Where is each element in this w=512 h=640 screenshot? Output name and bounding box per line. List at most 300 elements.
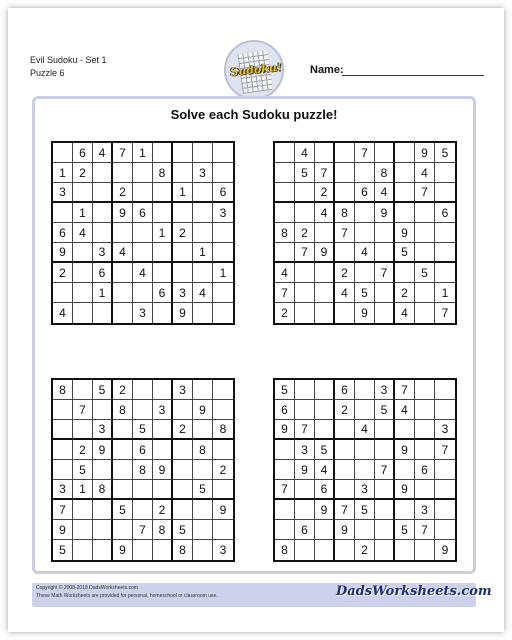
sudoku-cell[interactable] (315, 303, 335, 323)
sudoku-cell[interactable]: 9 (315, 243, 335, 263)
sudoku-cell[interactable] (275, 163, 295, 183)
sudoku-cell[interactable] (213, 143, 233, 163)
sudoku-cell[interactable] (153, 440, 173, 460)
sudoku-cell[interactable] (53, 440, 73, 460)
sudoku-cell[interactable]: 1 (173, 183, 193, 203)
sudoku-cell[interactable] (173, 163, 193, 183)
sudoku-cell[interactable]: 5 (53, 540, 73, 560)
sudoku-cell[interactable] (275, 183, 295, 203)
sudoku-cell[interactable] (435, 520, 455, 540)
sudoku-cell[interactable] (173, 460, 193, 480)
sudoku-cell[interactable] (213, 283, 233, 303)
sudoku-cell[interactable] (193, 420, 213, 440)
sudoku-cell[interactable] (335, 243, 355, 263)
sudoku-cell[interactable]: 2 (73, 163, 93, 183)
sudoku-cell[interactable] (355, 520, 375, 540)
sudoku-cell[interactable] (173, 143, 193, 163)
sudoku-cell[interactable] (415, 540, 435, 560)
sudoku-cell[interactable]: 8 (275, 540, 295, 560)
sudoku-cell[interactable] (295, 500, 315, 520)
sudoku-cell[interactable] (213, 520, 233, 540)
sudoku-cell[interactable]: 9 (355, 303, 375, 323)
sudoku-cell[interactable] (153, 380, 173, 400)
sudoku-cell[interactable] (73, 500, 93, 520)
sudoku-cell[interactable] (415, 203, 435, 223)
sudoku-cell[interactable]: 1 (133, 143, 153, 163)
sudoku-cell[interactable] (173, 243, 193, 263)
sudoku-cell[interactable]: 6 (133, 203, 153, 223)
sudoku-cell[interactable] (213, 223, 233, 243)
sudoku-cell[interactable]: 8 (375, 163, 395, 183)
sudoku-cell[interactable]: 6 (213, 183, 233, 203)
sudoku-cell[interactable] (213, 400, 233, 420)
sudoku-cell[interactable]: 2 (213, 460, 233, 480)
sudoku-cell[interactable]: 9 (113, 203, 133, 223)
sudoku-cell[interactable]: 5 (93, 380, 113, 400)
sudoku-cell[interactable]: 6 (415, 460, 435, 480)
sudoku-cell[interactable]: 1 (213, 263, 233, 283)
sudoku-cell[interactable]: 7 (73, 400, 93, 420)
sudoku-cell[interactable]: 9 (395, 223, 415, 243)
sudoku-cell[interactable]: 3 (93, 243, 113, 263)
sudoku-cell[interactable] (213, 243, 233, 263)
sudoku-cell[interactable]: 9 (295, 460, 315, 480)
sudoku-cell[interactable] (153, 303, 173, 323)
sudoku-cell[interactable] (295, 303, 315, 323)
sudoku-cell[interactable] (193, 460, 213, 480)
sudoku-cell[interactable]: 9 (113, 540, 133, 560)
sudoku-cell[interactable] (315, 520, 335, 540)
sudoku-cell[interactable]: 2 (173, 223, 193, 243)
sudoku-cell[interactable]: 2 (395, 283, 415, 303)
sudoku-cell[interactable] (153, 203, 173, 223)
sudoku-cell[interactable]: 9 (275, 420, 295, 440)
sudoku-cell[interactable] (173, 440, 193, 460)
sudoku-cell[interactable]: 5 (73, 460, 93, 480)
sudoku-cell[interactable]: 4 (93, 143, 113, 163)
sudoku-cell[interactable] (133, 500, 153, 520)
sudoku-cell[interactable]: 8 (133, 460, 153, 480)
sudoku-cell[interactable]: 4 (315, 203, 335, 223)
sudoku-cell[interactable] (335, 143, 355, 163)
sudoku-cell[interactable]: 8 (93, 480, 113, 500)
sudoku-cell[interactable] (375, 243, 395, 263)
sudoku-cell[interactable]: 7 (133, 520, 153, 540)
sudoku-cell[interactable] (275, 203, 295, 223)
sudoku-cell[interactable]: 7 (441, 306, 449, 320)
sudoku-cell[interactable]: 9 (315, 500, 335, 520)
sudoku-cell[interactable]: 4 (133, 263, 153, 283)
sudoku-cell[interactable] (153, 480, 173, 500)
name-line[interactable] (342, 75, 484, 76)
sudoku-cell[interactable] (335, 163, 355, 183)
sudoku-cell[interactable] (375, 440, 395, 460)
sudoku-cell[interactable] (173, 500, 193, 520)
sudoku-cell[interactable]: 5 (395, 520, 415, 540)
sudoku-cell[interactable]: 4 (355, 243, 375, 263)
sudoku-cell[interactable] (415, 440, 435, 460)
sudoku-cell[interactable] (73, 540, 93, 560)
sudoku-cell[interactable] (295, 480, 315, 500)
sudoku-cell[interactable]: 7 (395, 380, 415, 400)
sudoku-cell[interactable] (395, 163, 415, 183)
sudoku-cell[interactable] (355, 163, 375, 183)
sudoku-cell[interactable] (133, 283, 153, 303)
sudoku-cell[interactable] (355, 440, 375, 460)
sudoku-cell[interactable] (93, 163, 113, 183)
sudoku-cell[interactable]: 3 (173, 380, 193, 400)
sudoku-cell[interactable] (375, 520, 395, 540)
sudoku-cell[interactable]: 6 (73, 143, 93, 163)
sudoku-cell[interactable] (193, 263, 213, 283)
sudoku-cell[interactable] (93, 303, 113, 323)
sudoku-cell[interactable] (213, 380, 233, 400)
sudoku-cell[interactable] (395, 540, 415, 560)
sudoku-cell[interactable] (133, 380, 153, 400)
sudoku-cell[interactable]: 6 (53, 223, 73, 243)
sudoku-cell[interactable]: 2 (335, 263, 355, 283)
sudoku-cell[interactable] (315, 540, 335, 560)
sudoku-cell[interactable]: 3 (213, 203, 233, 223)
sudoku-cell[interactable] (335, 480, 355, 500)
sudoku-cell[interactable]: 8 (213, 420, 233, 440)
sudoku-cell[interactable] (355, 380, 375, 400)
sudoku-cell[interactable] (193, 540, 213, 560)
sudoku-cell[interactable]: 8 (153, 163, 173, 183)
sudoku-cell[interactable]: 8 (275, 223, 295, 243)
sudoku-cell[interactable] (375, 223, 395, 243)
sudoku-cell[interactable] (53, 460, 73, 480)
sudoku-cell[interactable] (153, 420, 173, 440)
sudoku-cell[interactable]: 9 (153, 460, 173, 480)
sudoku-cell[interactable]: 3 (53, 183, 73, 203)
sudoku-cell[interactable]: 4 (113, 243, 133, 263)
sudoku-cell[interactable] (315, 263, 335, 283)
sudoku-cell[interactable] (335, 303, 355, 323)
sudoku-cell[interactable]: 2 (355, 540, 375, 560)
sudoku-cell[interactable] (153, 183, 173, 203)
sudoku-cell[interactable] (375, 420, 395, 440)
sudoku-cell[interactable] (375, 500, 395, 520)
sudoku-cell[interactable] (395, 203, 415, 223)
sudoku-cell[interactable]: 3 (93, 420, 113, 440)
sudoku-cell[interactable] (213, 303, 233, 323)
sudoku-cell[interactable]: 2 (295, 223, 315, 243)
sudoku-cell[interactable]: 4 (53, 303, 73, 323)
sudoku-cell[interactable]: 5 (193, 480, 213, 500)
sudoku-cell[interactable]: 8 (335, 203, 355, 223)
sudoku-cell[interactable] (395, 500, 415, 520)
sudoku-cell[interactable]: 6 (153, 283, 173, 303)
sudoku-cell[interactable] (173, 480, 193, 500)
sudoku-cell[interactable] (275, 500, 295, 520)
sudoku-cell[interactable]: 7 (53, 500, 73, 520)
sudoku-cell[interactable]: 6 (295, 520, 315, 540)
sudoku-cell[interactable]: 4 (335, 283, 355, 303)
sudoku-cell[interactable]: 3 (53, 480, 73, 500)
sudoku-cell[interactable] (415, 380, 435, 400)
sudoku-cell[interactable] (93, 460, 113, 480)
sudoku-cell[interactable]: 9 (53, 520, 73, 540)
sudoku-cell[interactable] (113, 460, 133, 480)
sudoku-cell[interactable] (113, 520, 133, 540)
sudoku-cell[interactable]: 2 (173, 420, 193, 440)
sudoku-cell[interactable] (193, 520, 213, 540)
sudoku-cell[interactable]: 9 (395, 440, 415, 460)
sudoku-cell[interactable] (133, 400, 153, 420)
sudoku-cell[interactable] (213, 440, 233, 460)
sudoku-cell[interactable]: 5 (275, 380, 295, 400)
sudoku-cell[interactable]: 7 (295, 243, 315, 263)
sudoku-cell[interactable] (113, 283, 133, 303)
sudoku-cell[interactable]: 9 (335, 520, 355, 540)
sudoku-cell[interactable] (295, 540, 315, 560)
sudoku-cell[interactable] (435, 243, 455, 263)
sudoku-cell[interactable] (73, 283, 93, 303)
sudoku-cell[interactable]: 7 (315, 163, 335, 183)
sudoku-cell[interactable] (355, 223, 375, 243)
sudoku-cell[interactable]: 7 (415, 520, 435, 540)
sudoku-cell[interactable]: 1 (435, 283, 455, 303)
sudoku-cell[interactable] (355, 460, 375, 480)
sudoku-cell[interactable] (73, 243, 93, 263)
sudoku-cell[interactable] (275, 460, 295, 480)
sudoku-cell[interactable] (335, 183, 355, 203)
sudoku-cell[interactable]: 5 (295, 163, 315, 183)
sudoku-cell[interactable] (275, 143, 295, 163)
sudoku-cell[interactable] (93, 520, 113, 540)
sudoku-cell[interactable]: 9 (93, 440, 113, 460)
sudoku-cell[interactable]: 1 (73, 203, 93, 223)
sudoku-cell[interactable] (193, 223, 213, 243)
sudoku-cell[interactable]: 7 (335, 500, 355, 520)
sudoku-cell[interactable] (395, 420, 415, 440)
sudoku-cell[interactable] (275, 520, 295, 540)
sudoku-cell[interactable] (133, 223, 153, 243)
sudoku-cell[interactable] (435, 500, 455, 520)
sudoku-cell[interactable] (73, 420, 93, 440)
sudoku-cell[interactable] (375, 540, 395, 560)
sudoku-cell[interactable] (53, 283, 73, 303)
sudoku-cell[interactable]: 7 (415, 183, 435, 203)
sudoku-cell[interactable] (73, 520, 93, 540)
sudoku-cell[interactable]: 3 (295, 440, 315, 460)
sudoku-cell[interactable] (435, 380, 455, 400)
sudoku-cell[interactable]: 6 (355, 183, 375, 203)
sudoku-cell[interactable] (435, 223, 455, 243)
sudoku-cell[interactable] (435, 400, 455, 420)
sudoku-cell[interactable] (375, 480, 395, 500)
sudoku-cell[interactable] (415, 420, 435, 440)
sudoku-cell[interactable] (295, 400, 315, 420)
sudoku-cell[interactable]: 6 (335, 380, 355, 400)
sudoku-cell[interactable] (173, 400, 193, 420)
sudoku-cell[interactable]: 9 (173, 303, 193, 323)
sudoku-cell[interactable]: 7 (435, 440, 455, 460)
sudoku-cell[interactable] (133, 480, 153, 500)
sudoku-cell[interactable]: 9 (415, 143, 435, 163)
sudoku-cell[interactable] (375, 143, 395, 163)
sudoku-cell[interactable]: 3 (415, 500, 435, 520)
sudoku-cell[interactable] (435, 183, 455, 203)
sudoku-cell[interactable]: 7 (335, 223, 355, 243)
sudoku-cell[interactable]: 9 (193, 400, 213, 420)
sudoku-cell[interactable] (435, 163, 455, 183)
sudoku-cell[interactable] (415, 283, 435, 303)
sudoku-cell[interactable]: 5 (113, 500, 133, 520)
sudoku-cell[interactable]: 4 (295, 143, 315, 163)
sudoku-cell[interactable]: 4 (73, 223, 93, 243)
sudoku-cell[interactable] (415, 223, 435, 243)
sudoku-cell[interactable]: 2 (315, 183, 335, 203)
sudoku-cell[interactable] (93, 400, 113, 420)
sudoku-cell[interactable] (295, 283, 315, 303)
sudoku-cell[interactable]: 3 (435, 420, 455, 440)
sudoku-cell[interactable]: 8 (113, 400, 133, 420)
sudoku-cell[interactable] (113, 303, 133, 323)
sudoku-cell[interactable]: 4 (355, 420, 375, 440)
sudoku-cell[interactable] (193, 380, 213, 400)
sudoku-cell[interactable]: 2 (153, 500, 173, 520)
sudoku-cell[interactable] (335, 540, 355, 560)
sudoku-cell[interactable]: 5 (375, 400, 395, 420)
sudoku-cell[interactable] (315, 283, 335, 303)
sudoku-cell[interactable] (113, 440, 133, 460)
sudoku-cell[interactable] (93, 203, 113, 223)
sudoku-cell[interactable]: 4 (193, 283, 213, 303)
sudoku-cell[interactable] (53, 420, 73, 440)
sudoku-cell[interactable] (315, 223, 335, 243)
sudoku-cell[interactable] (295, 263, 315, 283)
sudoku-cell[interactable]: 6 (435, 203, 455, 223)
sudoku-cell[interactable]: 3 (193, 163, 213, 183)
sudoku-cell[interactable]: 5 (173, 520, 193, 540)
sudoku-cell[interactable] (113, 263, 133, 283)
sudoku-cell[interactable] (173, 263, 193, 283)
sudoku-cell[interactable] (53, 400, 73, 420)
sudoku-cell[interactable]: 3 (375, 380, 395, 400)
sudoku-cell[interactable] (415, 303, 435, 323)
sudoku-cell[interactable] (193, 203, 213, 223)
sudoku-cell[interactable]: 4 (315, 460, 335, 480)
sudoku-cell[interactable]: 2 (73, 440, 93, 460)
sudoku-cell[interactable] (375, 283, 395, 303)
sudoku-cell[interactable] (335, 460, 355, 480)
sudoku-cell[interactable]: 6 (315, 480, 335, 500)
sudoku-cell[interactable]: 3 (173, 283, 193, 303)
sudoku-cell[interactable] (295, 380, 315, 400)
sudoku-cell[interactable] (315, 380, 335, 400)
sudoku-cell[interactable]: 6 (93, 263, 113, 283)
sudoku-cell[interactable]: 4 (415, 163, 435, 183)
sudoku-cell[interactable] (113, 223, 133, 243)
sudoku-cell[interactable] (435, 263, 455, 283)
sudoku-cell[interactable]: 9 (395, 480, 415, 500)
sudoku-cell[interactable]: 9 (375, 203, 395, 223)
sudoku-cell[interactable]: 6 (275, 400, 295, 420)
sudoku-cell[interactable]: 7 (375, 263, 395, 283)
sudoku-cell[interactable] (275, 440, 295, 460)
sudoku-cell[interactable] (113, 163, 133, 183)
sudoku-cell[interactable] (53, 143, 73, 163)
sudoku-cell[interactable]: 7 (113, 143, 133, 163)
sudoku-cell[interactable] (93, 183, 113, 203)
sudoku-cell[interactable] (355, 400, 375, 420)
sudoku-cell[interactable] (315, 400, 335, 420)
sudoku-cell[interactable] (93, 500, 113, 520)
sudoku-cell[interactable]: 2 (275, 303, 295, 323)
sudoku-cell[interactable]: 1 (53, 163, 73, 183)
sudoku-cell[interactable]: 8 (193, 440, 213, 460)
sudoku-cell[interactable] (415, 400, 435, 420)
sudoku-cell[interactable] (415, 480, 435, 500)
sudoku-cell[interactable]: 5 (355, 283, 375, 303)
sudoku-cell[interactable]: 4 (275, 263, 295, 283)
sudoku-cell[interactable] (275, 243, 295, 263)
sudoku-cell[interactable]: 7 (355, 143, 375, 163)
sudoku-cell[interactable]: 3 (355, 480, 375, 500)
sudoku-cell[interactable] (133, 163, 153, 183)
sudoku-cell[interactable]: 4 (395, 303, 415, 323)
sudoku-cell[interactable] (133, 243, 153, 263)
sudoku-cell[interactable] (315, 143, 335, 163)
sudoku-cell[interactable]: 5 (315, 440, 335, 460)
sudoku-cell[interactable]: 7 (295, 420, 315, 440)
sudoku-cell[interactable] (295, 183, 315, 203)
sudoku-cell[interactable] (73, 183, 93, 203)
sudoku-cell[interactable]: 2 (113, 380, 133, 400)
sudoku-cell[interactable] (73, 380, 93, 400)
sudoku-cell[interactable]: 1 (153, 223, 173, 243)
sudoku-cell[interactable] (93, 540, 113, 560)
sudoku-cell[interactable] (395, 143, 415, 163)
sudoku-cell[interactable] (375, 303, 395, 323)
sudoku-cell[interactable]: 7 (275, 480, 295, 500)
sudoku-cell[interactable] (93, 223, 113, 243)
sudoku-cell[interactable] (193, 183, 213, 203)
sudoku-cell[interactable] (193, 303, 213, 323)
sudoku-cell[interactable] (73, 263, 93, 283)
sudoku-cell[interactable]: 7 (275, 283, 295, 303)
sudoku-cell[interactable] (335, 420, 355, 440)
sudoku-cell[interactable] (173, 203, 193, 223)
sudoku-cell[interactable] (435, 460, 455, 480)
sudoku-cell[interactable] (355, 203, 375, 223)
sudoku-cell[interactable]: 9 (213, 500, 233, 520)
sudoku-cell[interactable]: 8 (53, 380, 73, 400)
sudoku-cell[interactable]: 8 (173, 540, 193, 560)
sudoku-cell[interactable] (133, 183, 153, 203)
sudoku-cell[interactable]: 4 (395, 400, 415, 420)
sudoku-cell[interactable]: 6 (133, 440, 153, 460)
sudoku-cell[interactable]: 4 (375, 183, 395, 203)
sudoku-cell[interactable]: 2 (335, 400, 355, 420)
sudoku-cell[interactable] (73, 303, 93, 323)
sudoku-cell[interactable]: 5 (133, 420, 153, 440)
sudoku-cell[interactable]: 3 (153, 400, 173, 420)
sudoku-cell[interactable] (193, 500, 213, 520)
sudoku-cell[interactable]: 2 (113, 183, 133, 203)
sudoku-cell[interactable] (213, 163, 233, 183)
sudoku-cell[interactable] (153, 243, 173, 263)
sudoku-cell[interactable] (315, 420, 335, 440)
sudoku-cell[interactable] (193, 143, 213, 163)
sudoku-cell[interactable] (153, 263, 173, 283)
sudoku-cell[interactable]: 1 (73, 480, 93, 500)
sudoku-cell[interactable] (395, 183, 415, 203)
sudoku-cell[interactable]: 1 (193, 243, 213, 263)
sudoku-cell[interactable]: 3 (219, 543, 227, 557)
